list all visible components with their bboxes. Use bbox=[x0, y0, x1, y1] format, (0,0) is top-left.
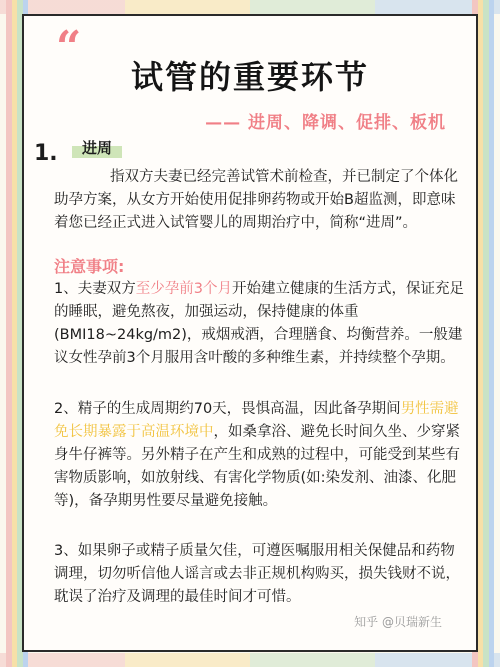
note-2-post: ，如桑拿浴、避免长时间久坐、少穿紧身牛仔裤等。另外精子在产生和成熟的过程中，可能受到某些有害物质影响，如放射线、有害化学物质(如:染发剂、油漆、化肥等)，备孕期男性要尽量避免接触。 bbox=[54, 424, 460, 509]
content-card bbox=[22, 14, 478, 652]
page-title: 试管的重要环节 bbox=[130, 58, 369, 96]
note-2-pre: 2、精子的生成周期约70天，畏惧高温，因此备孕期间 bbox=[54, 401, 401, 417]
note-1-pre: 1、夫妻双方 bbox=[54, 281, 136, 297]
quote-mark-icon: “ bbox=[56, 22, 82, 73]
intro-paragraph: 指双方夫妻已经完善试管术前检查，并已制定了个体化助孕方案，从女方开始使用促排卵药物或开始B超监测，即意味着您已经正式进入试管婴儿的周期治疗中，简称“进周”。 bbox=[54, 169, 458, 231]
notes-label: 注意事项: bbox=[54, 257, 125, 276]
note-1-post: 开始建立健康的生活方式，保证充足的睡眠，避免熬夜，加强运动，保持健康的体重(BMI18~24kg/m2)，戒烟戒酒，合理膳食、均衡营养。一般建议女性孕前3个月服用含叶酸的多种维生素，并持续整个孕期。 bbox=[54, 281, 464, 366]
note-1 bbox=[54, 278, 464, 370]
section-tag: 进周 bbox=[72, 136, 122, 158]
section-number: 1. bbox=[34, 141, 58, 166]
note-2-highlight: 男性需避免长期暴露于高温环境中 bbox=[54, 401, 459, 440]
decor-bar-top bbox=[0, 0, 500, 14]
page-subtitle: —— 进周、降调、促排、板机 bbox=[205, 113, 446, 133]
note-2 bbox=[54, 398, 464, 513]
watermark: 知乎 @贝瑞新生 bbox=[354, 615, 442, 629]
note-1-highlight: 至少孕前3个月 bbox=[135, 281, 232, 297]
decor-bar-bottom bbox=[0, 653, 500, 667]
note-3: 3、如果卵子或精子质量欠佳，可遵医嘱服用相关保健品和药物调理，切勿听信他人谣言或去非正规机构购买，损失钱财不说，耽误了治疗及调理的最佳时间才可惜。 bbox=[54, 543, 460, 605]
